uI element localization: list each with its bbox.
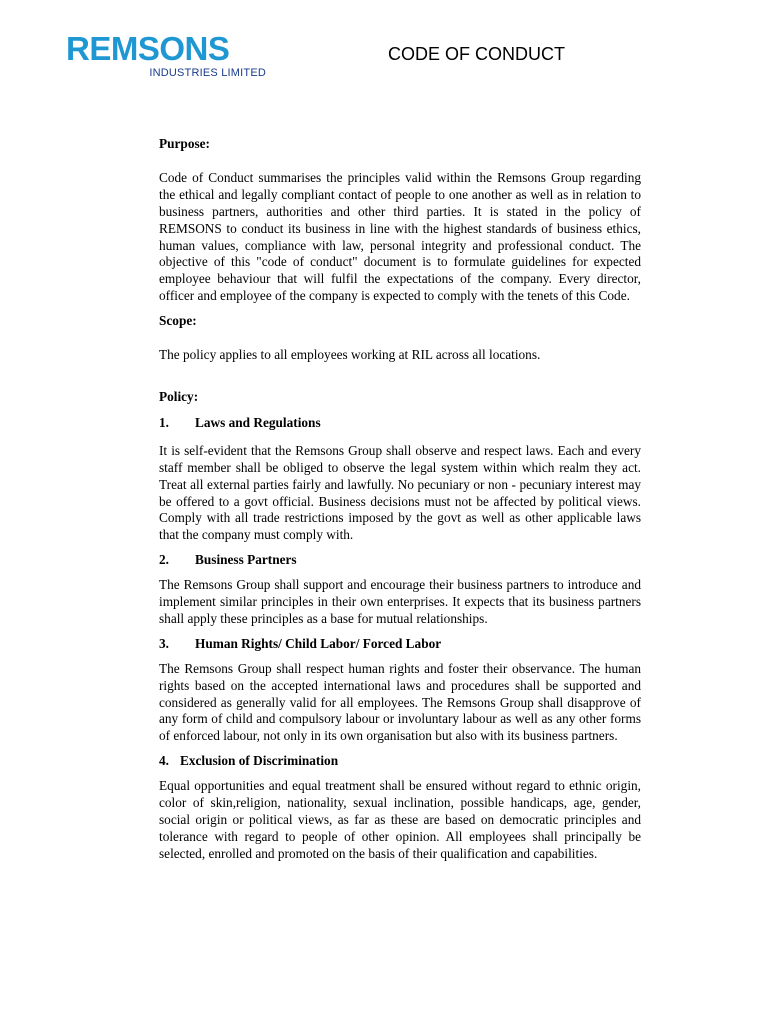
section-text-2: The Remsons Group shall support and encourage their business partners to introduce and implement similar principles in their own enterprises. It expects that its business partners shall apply these principles as a base for mutual relationships. bbox=[159, 577, 641, 626]
section-text-3: The Remsons Group shall respect human rights and foster their observance. The human rights based on the accepted international laws and procedures shall be supported and considered as generally valid for all employees. The Remsons Group shall disapprove of any form of child and compulsory labour or involuntary labour as well as any other forms of enforced labour, not only in its own organisation but also with its business partners. bbox=[159, 660, 641, 744]
logo-wordmark: REMSONS bbox=[66, 30, 230, 67]
scope-heading: Scope: bbox=[159, 313, 197, 329]
section-number: 4. bbox=[159, 753, 169, 769]
remsons-logo bbox=[66, 32, 270, 79]
document-body bbox=[159, 136, 641, 863]
section-number: 1. bbox=[159, 414, 169, 430]
purpose-text: Code of Conduct summarises the principles valid within the Remsons Group regarding the ethical and legally compliant contact of people to one another as well as in relation to business partners, authorities and other third parties. It is stated in the policy of REMSONS to conduct its business in line with the highest standards of business ethics, human values, compliance with law, personal integrity and professional conduct. The objective of this "code of conduct" document is to formulate guidelines for expected employee behaviour that will fulfil the expectations of the company. Every director, officer and employee of the company is expected to comply with the tenets of this Code. bbox=[159, 169, 641, 304]
section-heading-2 bbox=[159, 552, 641, 569]
scope-text: The policy applies to all employees working at RIL across all locations. bbox=[159, 347, 541, 363]
section-title: Exclusion of Discrimination bbox=[180, 753, 339, 769]
page-header bbox=[0, 0, 768, 110]
section-heading-4 bbox=[159, 753, 641, 770]
section-heading-1 bbox=[159, 415, 641, 432]
section-title: Human Rights/ Child Labor/ Forced Labor bbox=[195, 635, 442, 651]
section-text-1: It is self-evident that the Remsons Group shall observe and respect laws. Each and every staff member shall be obliged to observe the legal system within which realm they act. Treat all external parties fairly and lawfully. No pecuniary or non - pecuniary interest may be offered to a govt official. Business decisions must not be affected by political views. Comply with all trade restrictions imposed by the govt as well as other applicable laws that the company must comply with. bbox=[159, 442, 641, 543]
section-heading-3 bbox=[159, 636, 641, 653]
purpose-heading: Purpose: bbox=[159, 136, 210, 151]
logo-subtitle: INDUSTRIES LIMITED bbox=[149, 67, 266, 79]
section-title: Laws and Regulations bbox=[195, 414, 321, 430]
section-number: 2. bbox=[159, 552, 169, 568]
policy-heading: Policy: bbox=[159, 388, 199, 404]
document-title: CODE OF CONDUCT bbox=[388, 44, 565, 64]
section-title: Business Partners bbox=[195, 552, 297, 568]
section-text-4: Equal opportunities and equal treatment shall be ensured without regard to ethnic origin, color of skin,religion, nationality, sexual inclination, possible handicaps, age, gender, social origin or political views, as far as these are based on democratic principles and tolerance with regard to people of other opinion. All employees shall principally be selected, enrolled and promoted on the basis of their qualification and capabilities. bbox=[159, 778, 641, 861]
section-number: 3. bbox=[159, 635, 169, 651]
